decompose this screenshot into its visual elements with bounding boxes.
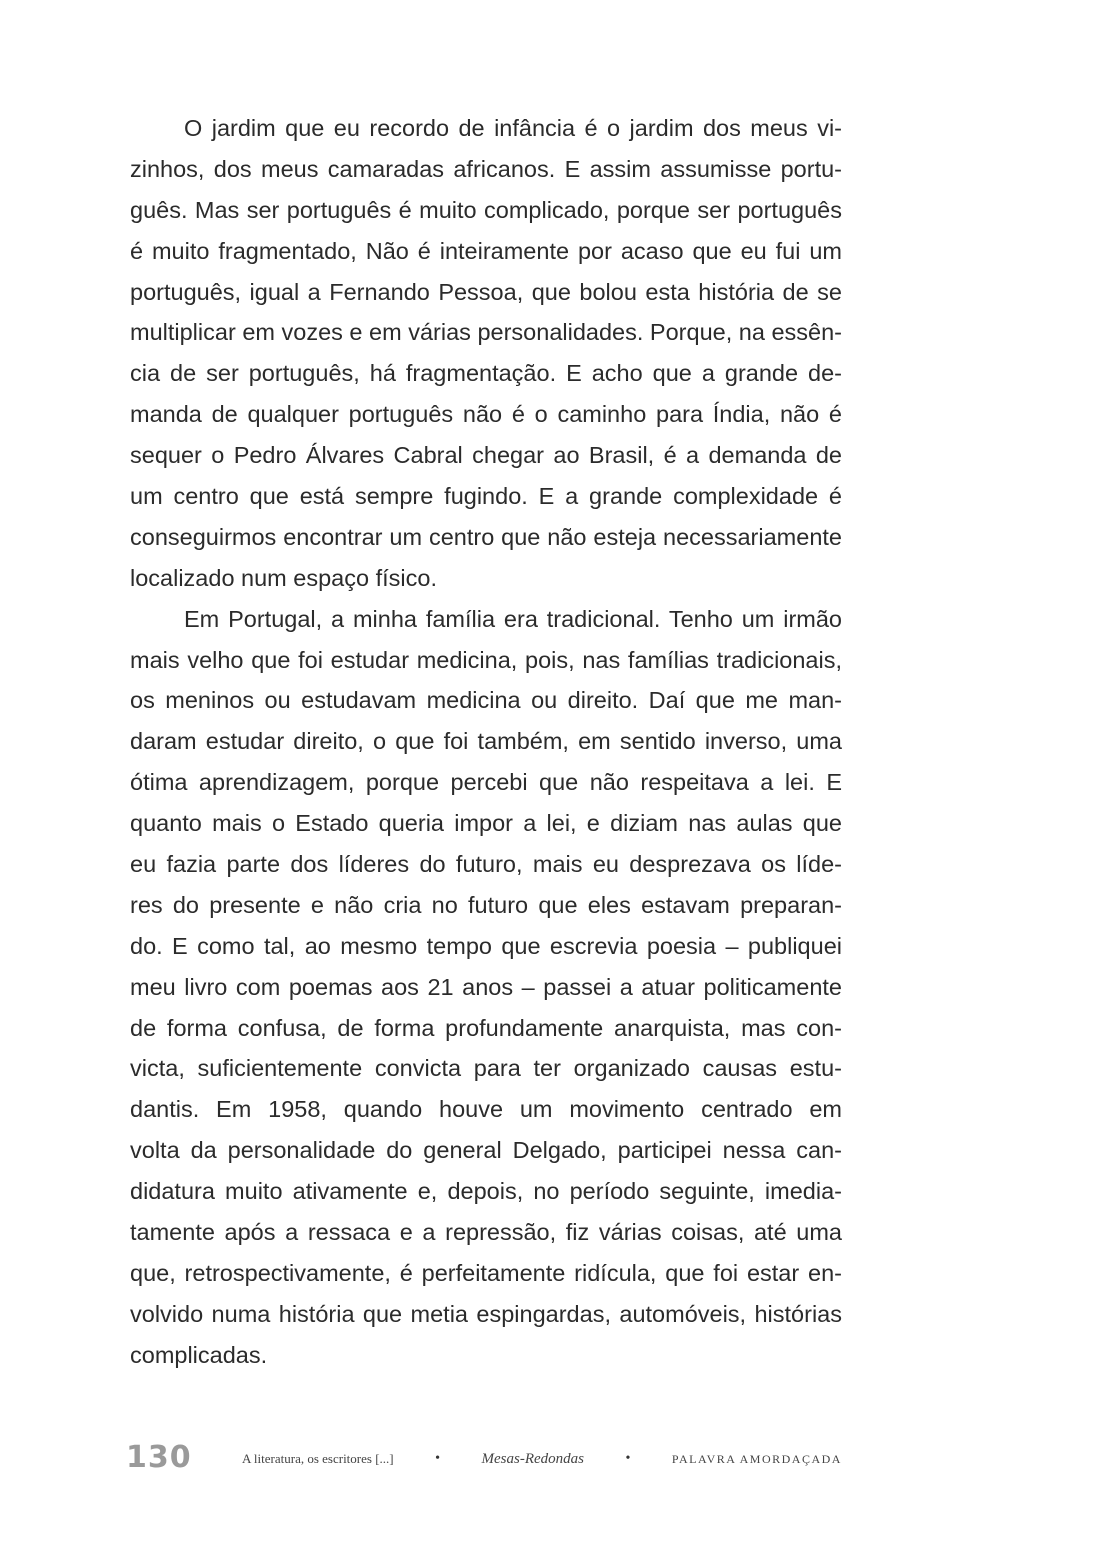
paragraph [130, 108, 842, 599]
text-line: O jardim que eu recordo de infância é o jardim dos meus vi- [184, 115, 842, 141]
text-line: que, retrospectivamente, é perfeitamente ridícula, que foi estar en- [130, 1259, 842, 1286]
text-line: Em Portugal, a minha família era tradicional. Tenho um irmão [184, 605, 842, 632]
text-line: localizado num espaço físico. [130, 564, 437, 591]
text-line: do. E como tal, ao mesmo tempo que escrevia poesia – publiquei [130, 932, 842, 959]
text-line: conseguirmos encontrar um centro que não esteja necessariamente [130, 523, 842, 550]
body-text [130, 108, 842, 1376]
text-line: daram estudar direito, o que foi também, em sentido inverso, uma [130, 728, 842, 755]
paragraph [130, 599, 842, 1376]
text-line: dantis. Em 1958, quando houve um movimento centrado em [130, 1096, 842, 1123]
text-line: é muito fragmentado, Não é inteiramente por acaso que eu fui um [130, 237, 842, 264]
text-line: guês. Mas ser português é muito complicado, porque ser português [130, 196, 842, 223]
text-line: manda de qualquer português não é o caminho para Índia, não é [130, 401, 842, 428]
text-line: zinhos, dos meus camaradas africanos. E assim assumisse portu- [130, 155, 842, 182]
text-line: didatura muito ativamente e, depois, no período seguinte, imedia- [130, 1178, 842, 1205]
text-line: meu livro com poemas aos 21 anos – passei a atuar politicamente [130, 973, 842, 1000]
text-line: de forma confusa, de forma profundamente anarquista, mas con- [130, 1014, 842, 1041]
text-line: português, igual a Fernando Pessoa, que bolou esta história de se [130, 278, 842, 305]
text-line: um centro que está sempre fugindo. E a grande complexidade é [130, 483, 842, 510]
text-line: ótima aprendizagem, porque percebi que não respeitava a lei. E [130, 769, 842, 796]
text-line: mais velho que foi estudar medicina, pois, nas famílias tradicionais, [130, 646, 842, 673]
running-footer [242, 1448, 842, 1470]
separator-bullet: • [435, 1451, 441, 1466]
text-line: volvido numa história que metia espingardas, automóveis, histórias [130, 1300, 842, 1327]
section-title: PALAVRA AMORDAÇADA [671, 1451, 842, 1466]
text-line: complicadas. [130, 1341, 268, 1368]
book-title: A literatura, os escritores [...] [242, 1451, 394, 1466]
text-line: cia de ser português, há fragmentação. E acho que a grande de- [130, 360, 842, 387]
series-title: Mesas-Redondas [481, 1450, 585, 1467]
page-footer [126, 1440, 842, 1476]
text-line: volta da personalidade do general Delgado, participei nessa can- [130, 1137, 842, 1164]
separator-bullet: • [625, 1451, 631, 1466]
text-line: eu fazia parte dos líderes do futuro, mais eu desprezava os líde- [130, 851, 842, 878]
text-line: multiplicar em vozes e em várias personalidades. Porque, na essên- [130, 319, 842, 346]
page-number: 130 [126, 1440, 192, 1475]
text-line: tamente após a ressaca e a repressão, fiz várias coisas, até uma [130, 1219, 842, 1246]
text-line: victa, suficientemente convicta para ter organizado causas estu- [130, 1055, 842, 1082]
text-line: res do presente e não cria no futuro que eles estavam preparan- [130, 891, 842, 918]
text-line: os meninos ou estudavam medicina ou direito. Daí que me man- [130, 687, 842, 714]
text-line: sequer o Pedro Álvares Cabral chegar ao Brasil, é a demanda de [130, 442, 842, 469]
text-line: quanto mais o Estado queria impor a lei, e diziam nas aulas que [130, 810, 842, 837]
